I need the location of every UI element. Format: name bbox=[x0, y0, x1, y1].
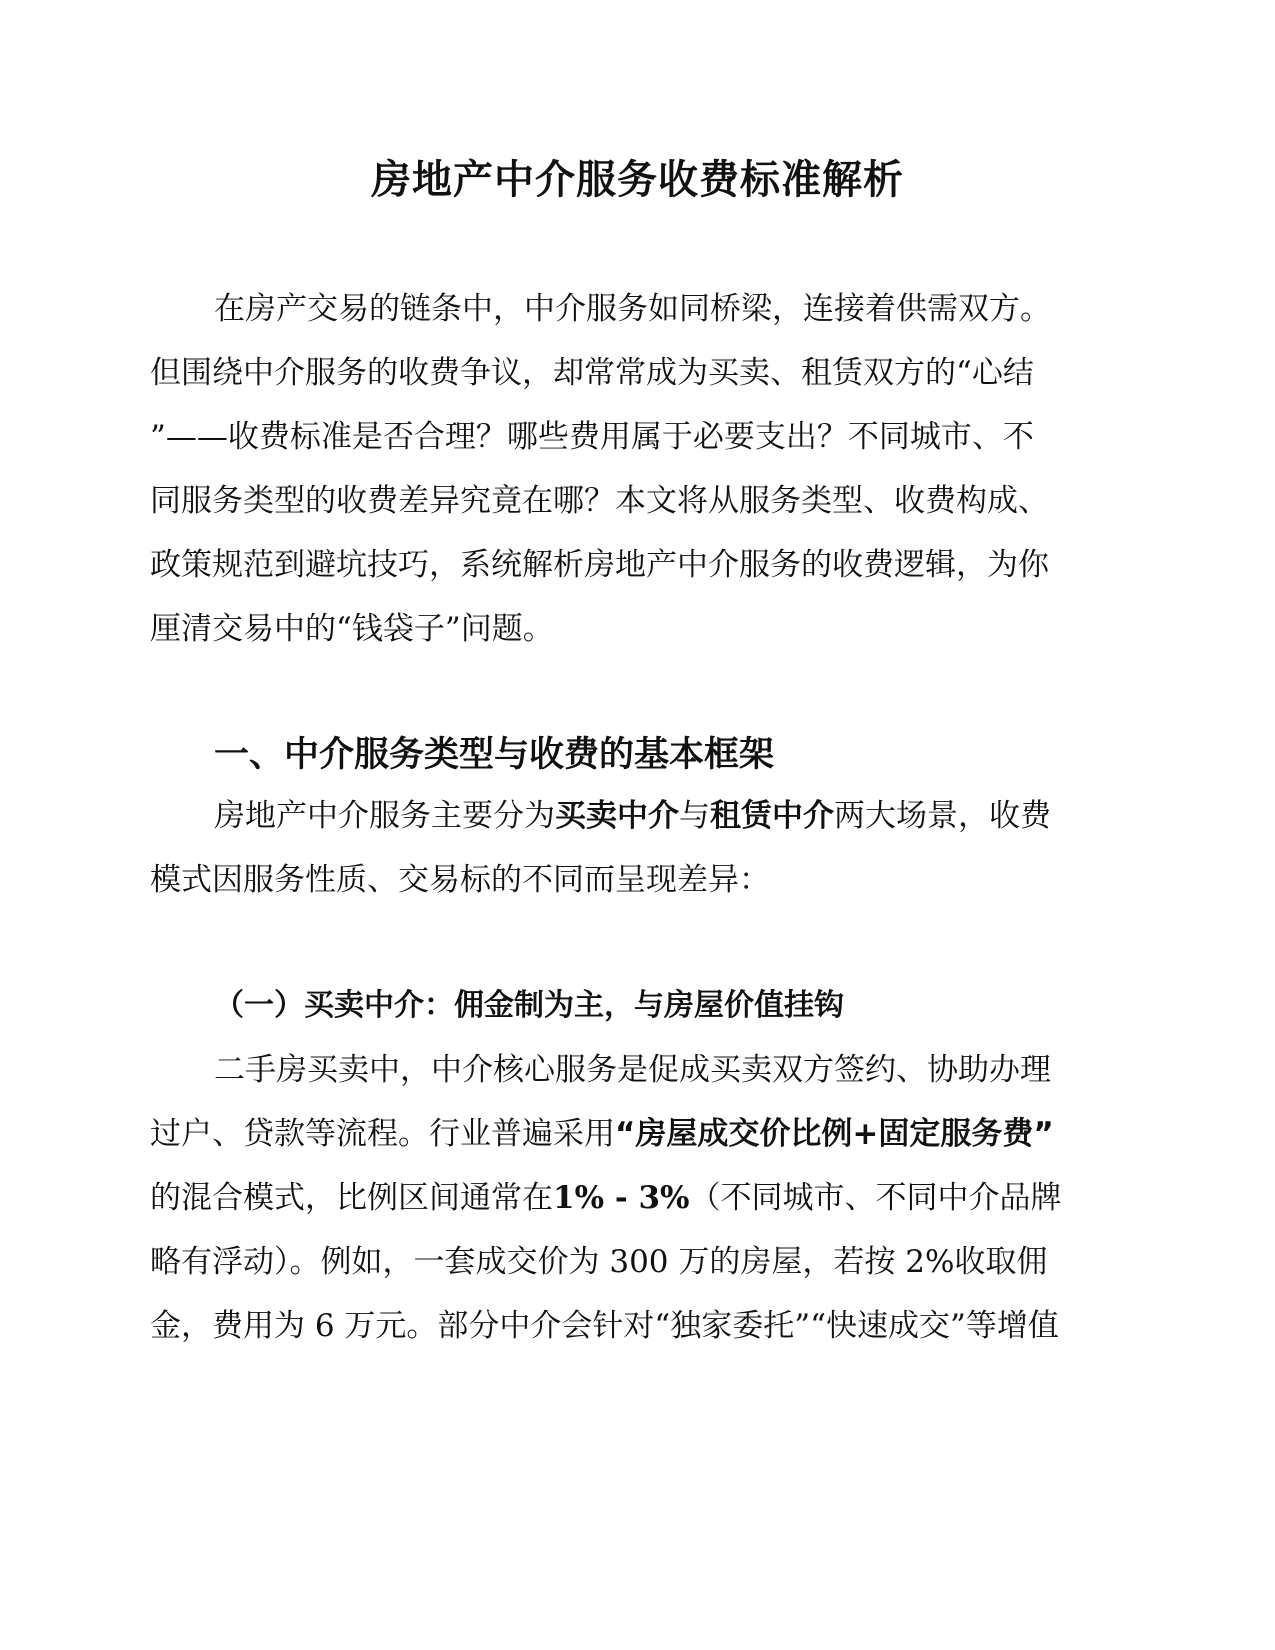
text-run: 房地产中介服务主要分为 bbox=[214, 798, 555, 834]
text-run: 与 bbox=[679, 798, 710, 834]
intro-line: 同服务类型的收费差异究竟在哪？本文将从服务类型、收费构成、 bbox=[150, 483, 1049, 519]
intro-line: 但围绕中介服务的收费争议，却常常成为买卖、租赁双方的“心结 bbox=[150, 355, 1034, 391]
emphasis-text: 租赁中介 bbox=[710, 798, 834, 834]
paragraph-line: 模式因服务性质、交易标的不同而呈现差异： bbox=[150, 862, 770, 898]
text-run: 两大场景，收费 bbox=[834, 798, 1051, 834]
intro-line: ”——收费标准是否合理？哪些费用属于必要支出？不同城市、不 bbox=[150, 419, 1034, 455]
paragraph-line: 二手房买卖中，中介核心服务是促成买卖双方签约、协助办理 bbox=[214, 1052, 1051, 1088]
document-title: 房地产中介服务收费标准解析 bbox=[371, 157, 904, 203]
emphasis-text: 买卖中介 bbox=[555, 798, 679, 834]
intro-paragraph bbox=[150, 277, 1125, 661]
text-run: （不同城市、不同中介品牌 bbox=[689, 1180, 1062, 1216]
text-run: 过户、贷款等流程。行业普遍采用 bbox=[150, 1116, 615, 1152]
emphasis-text: “房屋成交价比例+固定服务费” bbox=[615, 1116, 1054, 1152]
section-paragraph bbox=[150, 784, 1125, 912]
emphasis-text: 1% - 3% bbox=[553, 1180, 690, 1216]
intro-line: 在房产交易的链条中，中介服务如同桥梁，连接着供需双方。 bbox=[214, 291, 1051, 327]
paragraph-line bbox=[150, 1102, 1125, 1166]
paragraph-line: 略有浮动）。例如，一套成交价为 300 万的房屋，若按 2%收取佣 bbox=[150, 1244, 1048, 1280]
section-heading: 一、中介服务类型与收费的基本框架 bbox=[214, 735, 775, 775]
paragraph-line bbox=[150, 784, 1125, 848]
intro-line: 厘清交易中的“钱袋子”问题。 bbox=[150, 611, 554, 647]
subsection-heading: （一）买卖中介：佣金制为主，与房屋价值挂钩 bbox=[214, 988, 844, 1023]
paragraph-line: 金，费用为 6 万元。部分中介会针对“独家委托”“快速成交”等增值 bbox=[150, 1308, 1059, 1344]
text-run: 的混合模式，比例区间通常在 bbox=[150, 1180, 553, 1216]
paragraph-line bbox=[150, 1166, 1125, 1230]
subsection-paragraph bbox=[150, 1038, 1125, 1358]
intro-line: 政策规范到避坑技巧，系统解析房地产中介服务的收费逻辑，为你 bbox=[150, 547, 1049, 583]
